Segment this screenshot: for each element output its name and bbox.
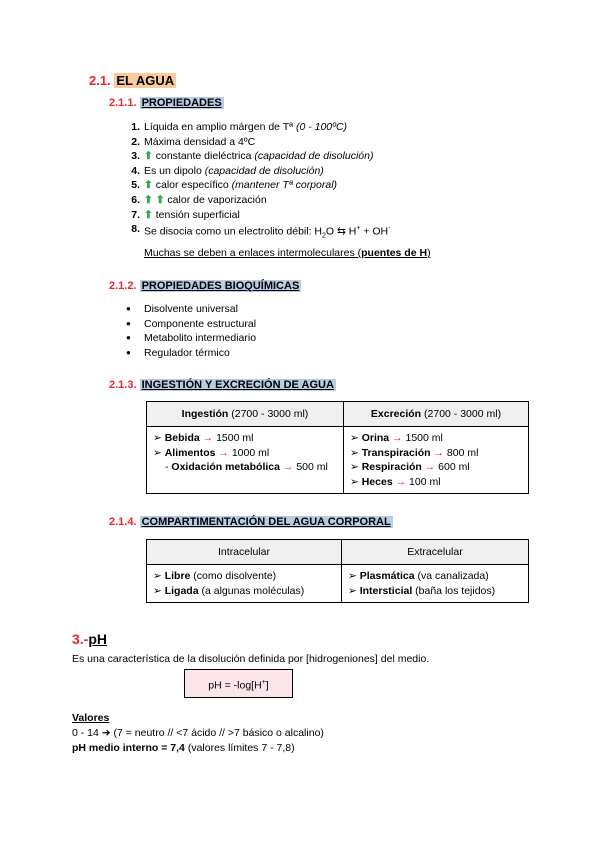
right-arrow-icon: → [282, 461, 294, 474]
row-label: Orina [361, 432, 390, 444]
item-number: 5. [131, 179, 140, 192]
row-label: Heces [361, 475, 393, 488]
section-number: 2.1.1. [109, 97, 137, 109]
list-item [131, 164, 390, 179]
item-number: 7. [131, 208, 140, 221]
section-2-1-heading [89, 73, 176, 88]
row-label: Intersticial [359, 584, 413, 597]
list-item [131, 222, 391, 240]
item-number: 8. [131, 223, 140, 236]
section-2-1-4-heading [109, 516, 393, 528]
table-row: ➢ Plasmática (va canalizada) [348, 570, 489, 582]
row-desc: (va canalizada) [414, 570, 489, 582]
row-label: Bebida [164, 432, 200, 444]
row-desc: (como disolvente) [190, 570, 277, 582]
table-row: ➢ Bebida → 1500 ml [153, 432, 254, 444]
item-text: constante dieléctrica [152, 150, 255, 163]
section-title: PROPIEDADES [141, 97, 222, 109]
excretion-cell [344, 427, 529, 494]
section-number: 2.1.4. [109, 516, 137, 528]
ingestion-header [147, 402, 344, 427]
note-text: ) [427, 247, 431, 259]
table-row: ➢ Heces → 100 ml [350, 475, 441, 488]
table-row: ➢ Intersticial (baña los tejidos) [348, 584, 496, 597]
row-label: Libre [164, 570, 191, 582]
section-title: pH [88, 631, 108, 647]
row-label: Transpiración [361, 446, 431, 459]
superscript: + [356, 225, 361, 233]
section-2-1-3-heading [109, 379, 336, 391]
list-item: ● Disolvente universal [144, 302, 256, 317]
header-bold: Ingestión [181, 408, 229, 420]
section-title: EL AGUA [116, 73, 175, 88]
formula-text: pH = -log[H [208, 679, 262, 692]
valores-line: 0 - 14 ➜ (7 = neutro // <7 ácido // >7 básico o alcalino) [72, 727, 324, 739]
list-item [131, 178, 390, 193]
section-title: PROPIEDADES BIOQUÍMICAS [141, 280, 300, 292]
row-label: Oxidación metabólica [171, 461, 280, 474]
extracellular-cell [342, 565, 529, 603]
formula-text: ] [265, 679, 269, 692]
row-label: Ligada [164, 584, 199, 597]
section-title: INGESTIÓN Y EXCRECIÓN DE AGUA [141, 379, 334, 391]
ingestion-excretion-table [146, 401, 529, 494]
item-text: calor específico [152, 179, 232, 192]
row-value: 500 ml [296, 461, 328, 474]
section-number: 3.- [72, 631, 89, 647]
list-item [131, 120, 390, 135]
header-range: (2700 - 3000 ml) [421, 408, 502, 420]
right-arrow-icon: → [218, 446, 229, 459]
item-text: calor de vaporización [164, 193, 267, 206]
table-row: ➢ Ligada (a algunas moléculas) [153, 584, 305, 597]
table-row: ➢ Orina → 1500 ml [350, 432, 443, 444]
section-number: 2.1. [89, 73, 111, 88]
ph-intro: Es una característica de la disolución definida por [hidrogeniones] del medio. [72, 653, 430, 665]
properties-list [131, 120, 391, 240]
item-text: Es un dipolo [144, 164, 205, 177]
list-item [131, 208, 390, 223]
table-row: ➢ Libre (como disolvente) [153, 570, 277, 582]
intracellular-cell [147, 565, 342, 603]
up-arrow-icon: ⬆ ⬆ [144, 193, 165, 206]
item-note: (0 - 100ºC) [295, 121, 348, 133]
right-arrow-icon: → [395, 475, 407, 488]
table-row: ➢ Transpiración → 800 ml [350, 446, 479, 459]
item-text: O ⇆ H [325, 225, 357, 238]
row-desc: (a algunas moléculas) [198, 584, 305, 597]
row-label: Respiración [361, 461, 422, 474]
list-item: ● Componente estructural [144, 317, 256, 332]
item-text: + OH [360, 225, 389, 238]
table-row: - Oxidación metabólica → 500 ml [165, 461, 328, 474]
superscript: - [388, 225, 391, 233]
superscript: + [261, 679, 266, 686]
properties-note [144, 247, 431, 259]
header-range: (2700 - 3000 ml) [228, 408, 309, 420]
ingestion-cell [147, 427, 344, 494]
right-arrow-icon: → [202, 432, 214, 444]
extracellular-header: Extracelular [342, 540, 529, 565]
header-bold: Excreción [370, 408, 422, 420]
row-value: 800 ml [446, 446, 479, 459]
up-arrow-icon: ⬆ [144, 150, 153, 163]
row-value: 100 ml [409, 475, 441, 488]
table-row: ➢ Respiración → 600 ml [350, 461, 470, 474]
medio-bold: pH medio interno = 7,4 [72, 742, 185, 754]
subscript: 2 [322, 232, 326, 240]
up-arrow-icon: ⬆ [144, 208, 153, 221]
list-item [131, 135, 390, 150]
section-number: 2.1.3. [109, 379, 137, 391]
right-arrow-icon: → [392, 432, 403, 444]
row-value: 1500 ml [405, 432, 443, 444]
row-label: Alimentos [164, 446, 216, 459]
compartment-table [146, 539, 529, 603]
note-bold: puentes de H [361, 247, 428, 259]
biochemical-list [144, 302, 256, 360]
section-2-1-1-heading [109, 97, 224, 109]
section-2-1-2-heading [109, 280, 301, 292]
item-number: 6. [131, 193, 140, 206]
item-text: tensión superficial [152, 208, 240, 221]
table-row: ➢ Alimentos → 1000 ml [153, 446, 270, 459]
row-value: 1000 ml [231, 446, 270, 459]
item-text: Líquida en amplio márgen de Tª [144, 121, 296, 133]
right-arrow-icon: → [433, 446, 444, 459]
item-number: 4. [131, 164, 140, 177]
item-number: 3. [131, 150, 140, 163]
section-3-heading [72, 631, 107, 647]
list-item: ● Regulador térmico [144, 346, 256, 361]
row-label: Plasmática [359, 570, 415, 582]
list-item [131, 193, 390, 208]
excretion-header [344, 402, 529, 427]
note-text: Muchas se deben a enlaces intermoleculares ( [144, 247, 362, 259]
row-desc: (baña los tejidos) [412, 584, 496, 597]
right-arrow-icon: → [424, 461, 436, 474]
item-text: Se disocia como un electrolito débil: H [144, 225, 323, 238]
item-number: 1. [131, 121, 140, 133]
item-note: (capacidad de disolución) [204, 164, 324, 177]
item-note: (capacidad de disolución) [254, 150, 374, 163]
list-item: ● Metabolito intermediario [144, 331, 256, 346]
row-value: 600 ml [438, 461, 470, 474]
item-number: 2. [131, 135, 140, 148]
list-item [131, 149, 390, 164]
up-arrow-icon: ⬆ [144, 179, 153, 192]
item-note: (mantener Tª corporal) [231, 179, 338, 192]
intracellular-header: Intracelular [147, 540, 342, 565]
item-text: Máxima densidad a 4ºC [144, 135, 256, 148]
ph-medio-interno [72, 742, 295, 754]
section-number: 2.1.2. [109, 280, 137, 292]
row-value: 1500 ml [216, 432, 254, 444]
medio-rest: (valores límites 7 - 7,8) [184, 742, 295, 754]
valores-title: Valores [72, 712, 110, 724]
ph-formula [184, 669, 293, 698]
section-title: COMPARTIMENTACIÓN DEL AGUA CORPORAL [141, 516, 391, 528]
